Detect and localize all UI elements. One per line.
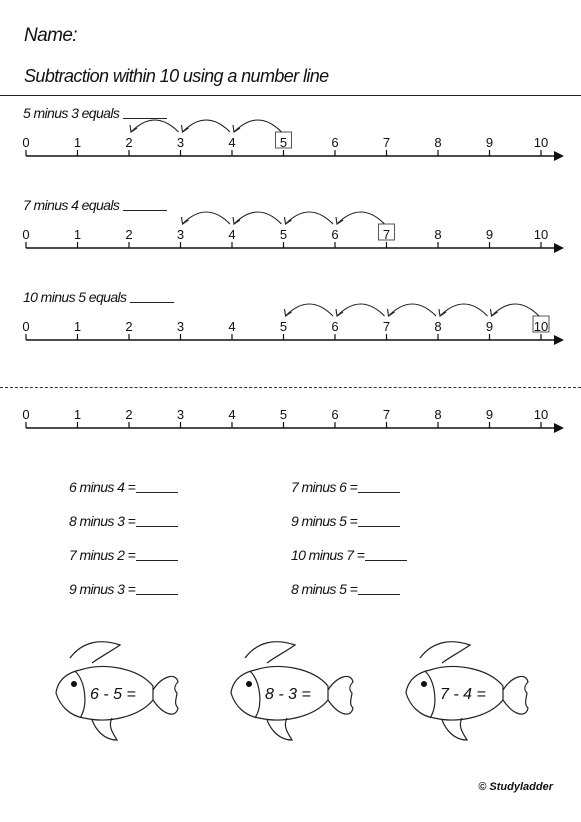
tick-label: 5 <box>279 407 288 422</box>
problem-1-question <box>23 105 167 121</box>
number-line-3 <box>0 310 581 370</box>
tick-label: 3 <box>176 319 185 334</box>
hop-arc <box>234 212 282 224</box>
exercise-text: 7 minus 6 = <box>291 479 358 495</box>
tick-label: 10 <box>533 227 549 242</box>
tick-label: 4 <box>228 227 236 242</box>
problem-1-text: 5 minus 3 equals <box>23 105 120 121</box>
fish-3 <box>402 638 532 748</box>
problem-2-question <box>23 197 167 213</box>
hop-arrowhead <box>439 309 446 316</box>
tick-label: 9 <box>485 319 494 334</box>
header-divider <box>0 95 581 96</box>
answer-blank[interactable] <box>358 526 400 527</box>
answer-blank[interactable] <box>123 118 167 119</box>
fish-3-equation: 7 - 4 = <box>440 686 486 703</box>
problem-2-text: 7 minus 4 equals <box>23 197 120 213</box>
answer-blank[interactable] <box>136 492 178 493</box>
answer-blank[interactable] <box>123 210 167 211</box>
arrow-head <box>554 423 564 433</box>
tick-label: 1 <box>73 407 82 422</box>
hop-arrowhead <box>285 217 292 224</box>
exercise-right-3 <box>291 547 407 563</box>
hop-arc <box>440 304 488 316</box>
exercise-left-2 <box>69 513 178 529</box>
hop-arrowhead <box>285 309 292 316</box>
answer-blank[interactable] <box>136 560 178 561</box>
exercise-right-2 <box>291 513 400 529</box>
hop-arc <box>337 304 385 316</box>
tick-label: 8 <box>434 135 442 150</box>
exercise-text: 10 minus 7 = <box>291 547 365 563</box>
hop-arc <box>286 304 334 316</box>
tick-label: 4 <box>228 319 236 334</box>
problem-3-text: 10 minus 5 equals <box>23 289 127 305</box>
tick-label: 3 <box>176 227 185 242</box>
exercise-left-1 <box>69 479 178 495</box>
exercise-text: 7 minus 2 = <box>69 547 136 563</box>
exercise-left-4 <box>69 581 178 597</box>
tick-label: 1 <box>73 135 82 150</box>
tick-label: 3 <box>176 407 185 422</box>
tick-label: 5 <box>279 319 288 334</box>
exercise-text: 6 minus 4 = <box>69 479 136 495</box>
copyright: © Studyladder <box>478 781 553 793</box>
hop-arc <box>286 212 334 224</box>
hop-arc <box>337 212 385 224</box>
tick-label: 0 <box>22 407 30 422</box>
tick-label: 1 <box>73 227 82 242</box>
hop-arrowhead <box>233 125 240 132</box>
worksheet-title: Subtraction within 10 using a number line <box>24 66 329 86</box>
tick-label: 8 <box>434 319 442 334</box>
hop-arrowhead <box>336 309 343 316</box>
cut-line <box>0 387 581 388</box>
hop-arrowhead <box>182 125 189 132</box>
tick-label: 7 <box>382 135 391 150</box>
answer-blank[interactable] <box>358 594 400 595</box>
exercise-text: 9 minus 3 = <box>69 581 136 597</box>
tick-label: 2 <box>125 227 133 242</box>
tick-label: 6 <box>331 407 339 422</box>
arrow-head <box>554 151 564 161</box>
answer-blank[interactable] <box>136 594 178 595</box>
tick-label: 8 <box>434 407 442 422</box>
hop-arrowhead <box>388 309 395 316</box>
exercise-right-4 <box>291 581 400 597</box>
tick-label: 4 <box>228 135 236 150</box>
tick-label: 1 <box>73 319 82 334</box>
hop-arrowhead <box>130 125 137 132</box>
tick-label: 10 <box>533 407 549 422</box>
hop-arc <box>183 120 231 132</box>
tick-label: 0 <box>22 319 30 334</box>
tick-label: 2 <box>125 319 133 334</box>
exercise-text: 8 minus 3 = <box>69 513 136 529</box>
hop-arc <box>183 212 231 224</box>
arrow-head <box>554 335 564 345</box>
arrow-head <box>554 243 564 253</box>
fish-2 <box>227 638 357 748</box>
hop-arc <box>234 120 282 132</box>
tick-label: 5 <box>279 227 288 242</box>
tick-label: 6 <box>331 319 339 334</box>
hop-arc <box>131 120 179 132</box>
hop-arrowhead <box>491 309 498 316</box>
tick-label: 0 <box>22 227 30 242</box>
tick-label: 4 <box>228 407 236 422</box>
tick-label: 3 <box>176 135 185 150</box>
answer-blank[interactable] <box>136 526 178 527</box>
tick-label: 6 <box>331 135 339 150</box>
exercise-left-3 <box>69 547 178 563</box>
tick-label: 9 <box>485 135 494 150</box>
hop-arc <box>492 304 540 316</box>
exercise-text: 9 minus 5 = <box>291 513 358 529</box>
tick-label: 2 <box>125 407 133 422</box>
fish-1-equation: 6 - 5 = <box>90 686 136 703</box>
tick-label: 9 <box>485 407 494 422</box>
exercise-right-1 <box>291 479 400 495</box>
tick-label: 10 <box>533 135 549 150</box>
answer-blank[interactable] <box>358 492 400 493</box>
problem-3-question <box>23 289 174 305</box>
fish-1 <box>52 638 182 748</box>
practice-number-line <box>0 398 581 458</box>
hop-arc <box>389 304 437 316</box>
tick-label: 0 <box>22 135 30 150</box>
tick-label: 10 <box>533 319 549 334</box>
exercise-text: 8 minus 5 = <box>291 581 358 597</box>
tick-label: 7 <box>382 407 391 422</box>
fish-2-equation: 8 - 3 = <box>265 686 311 703</box>
hop-arrowhead <box>233 217 240 224</box>
number-line-1 <box>0 126 581 186</box>
number-line-2 <box>0 218 581 278</box>
tick-label: 6 <box>331 227 339 242</box>
answer-blank[interactable] <box>130 302 174 303</box>
tick-label: 9 <box>485 227 494 242</box>
hop-arrowhead <box>182 217 189 224</box>
name-label: Name: <box>24 25 77 46</box>
tick-label: 7 <box>382 227 391 242</box>
hop-arrowhead <box>336 217 343 224</box>
tick-label: 7 <box>382 319 391 334</box>
tick-label: 5 <box>279 135 288 150</box>
tick-label: 8 <box>434 227 442 242</box>
tick-label: 2 <box>125 135 133 150</box>
answer-blank[interactable] <box>365 560 407 561</box>
